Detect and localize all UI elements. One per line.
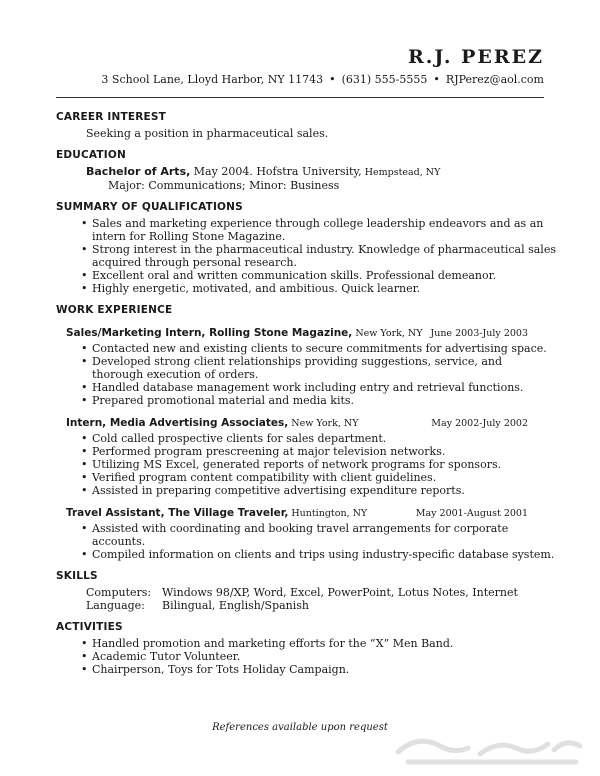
contact-line: [101, 73, 544, 86]
separator-dot: •: [329, 73, 336, 86]
job-title: Intern, Media Advertising Associates,: [66, 417, 289, 429]
degree: Bachelor of Arts,: [86, 165, 191, 178]
references-note: References available upon request: [212, 722, 388, 733]
list-item: • Strong interest in the pharmaceutical industry. Knowledge of pharmaceutical sales acquired through personal research.: [92, 243, 556, 269]
list-item: • Cold called prospective clients for sales department.: [92, 432, 556, 445]
skills-row: [86, 599, 556, 612]
phone: (631) 555-5555: [341, 73, 428, 86]
separator-dot: •: [433, 73, 440, 86]
job-duties-list: [56, 522, 556, 561]
skills-value: Bilingual, English/Spanish: [162, 599, 310, 612]
list-item: • Contacted new and existing clients to secure commitments for advertising space.: [92, 342, 556, 355]
career-objective: Seeking a position in pharmaceutical sales.: [86, 127, 329, 140]
list-item: • Developed strong client relationships providing suggestions, service, and thorough execution of orders.: [92, 355, 556, 381]
list-item: • Verified program content compatibility with client guidelines.: [92, 471, 556, 484]
address: 3 School Lane, Lloyd Harbor, NY 11743: [101, 73, 324, 86]
job-location: New York, NY: [352, 328, 423, 339]
job-dates: May 2002-July 2002: [431, 418, 528, 429]
list-item: • Performed program prescreening at major television networks.: [92, 445, 556, 458]
summary-list: [56, 217, 556, 295]
list-item: • Utilizing MS Excel, generated reports of network programs for sponsors.: [92, 458, 556, 471]
resume-body: [56, 111, 556, 676]
education-major: Major: Communications; Minor: Business: [108, 179, 340, 192]
list-item: • Prepared promotional material and media kits.: [92, 394, 556, 407]
list-item: • Chairperson, Toys for Tots Holiday Campaign.: [92, 663, 556, 676]
job-location: Huntington, NY: [288, 508, 368, 519]
school: May 2004. Hofstra University,: [190, 165, 362, 178]
skills-row: [86, 586, 556, 599]
skills-table: [56, 586, 556, 612]
skills-value: Windows 98/XP, Word, Excel, PowerPoint, Lotus Notes, Internet: [162, 586, 518, 599]
email-link[interactable]: RJPerez@aol.com: [445, 73, 544, 86]
job-title: Sales/Marketing Intern, Rolling Stone Magazine,: [66, 327, 353, 339]
job-header: [56, 326, 528, 340]
job-header: [56, 416, 528, 430]
job-duties-list: [56, 432, 556, 497]
list-item: • Assisted with coordinating and booking travel arrangements for corporate accounts.: [92, 522, 556, 548]
education-degree-line: [56, 165, 556, 179]
section-heading-activities: ACTIVITIES: [56, 621, 123, 633]
school-location: Hempstead, NY: [361, 167, 441, 178]
section-heading-summary: SUMMARY OF QUALIFICATIONS: [56, 201, 243, 213]
job-header: [56, 506, 528, 520]
list-item: • Handled promotion and marketing efforts for the “X” Men Band.: [92, 637, 556, 650]
skills-label: Computers:: [86, 586, 152, 599]
list-item: • Excellent oral and written communication skills. Professional demeanor.: [92, 269, 556, 282]
watermark-logo: [388, 728, 588, 770]
job-duties-list: [56, 342, 556, 407]
section-heading-education: EDUCATION: [56, 149, 127, 161]
section-heading-work: WORK EXPERIENCE: [56, 304, 173, 316]
header-divider: [56, 97, 544, 98]
skills-label: Language:: [86, 599, 145, 612]
section-heading-career: CAREER INTEREST: [56, 111, 167, 123]
list-item: • Sales and marketing experience through college leadership endeavors and as an intern for Rolling Stone Magazine.: [92, 217, 556, 243]
list-item: • Assisted in preparing competitive advertising expenditure reports.: [92, 484, 556, 497]
section-heading-skills: SKILLS: [56, 570, 98, 582]
list-item: • Compiled information on clients and trips using industry-specific database system.: [92, 548, 556, 561]
list-item: • Highly energetic, motivated, and ambitious. Quick learner.: [92, 282, 556, 295]
job-dates: May 2001-August 2001: [415, 508, 528, 519]
job-location: New York, NY: [288, 418, 359, 429]
activities-list: [56, 637, 556, 676]
job-dates: June 2003-July 2003: [430, 328, 528, 339]
list-item: • Handled database management work including entry and retrieval functions.: [92, 381, 556, 394]
list-item: • Academic Tutor Volunteer.: [92, 650, 556, 663]
job-title: Travel Assistant, The Village Traveler,: [66, 507, 289, 519]
candidate-name: R.J. PEREZ: [407, 46, 544, 68]
